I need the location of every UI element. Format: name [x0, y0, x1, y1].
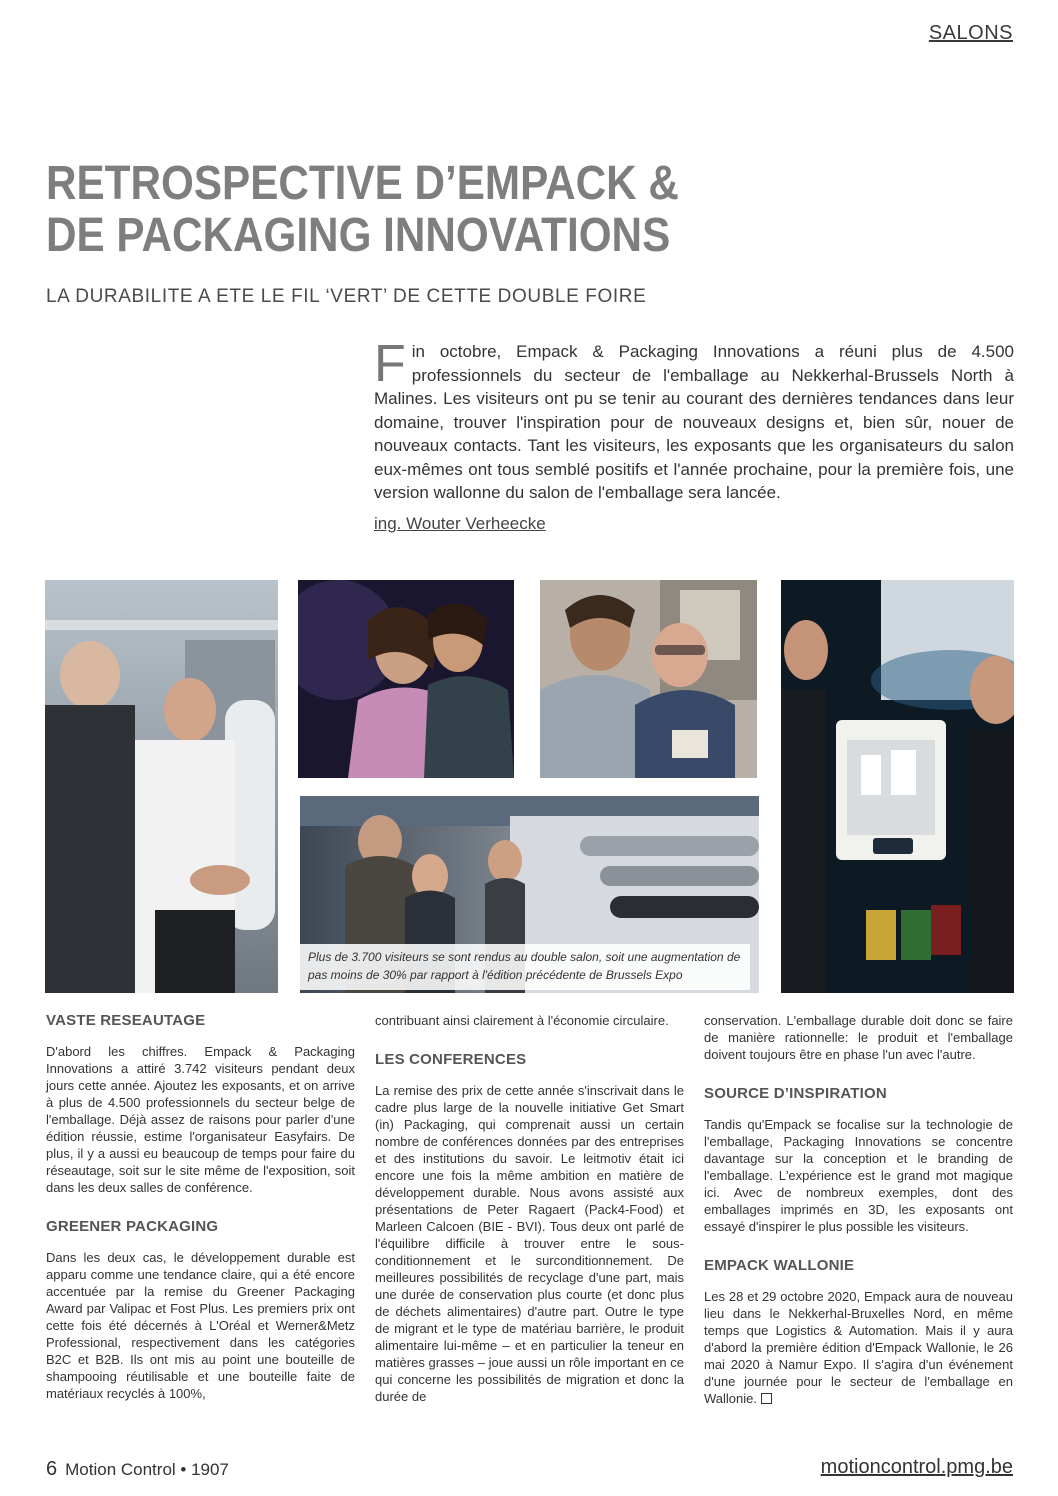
- paragraph-continuation-c3: conservation. L'emballage durable doit donc se faire de manière rationnelle: le produit et l'emballage doivent toujours être en phase l'un avec l'autre.: [704, 1013, 1013, 1062]
- heading-vaste-reseautage: VASTE RESEAUTAGE: [46, 1012, 206, 1029]
- article-title-line-1: RETROSPECTIVE D’EMPACK &: [46, 157, 679, 210]
- column-2: [375, 1012, 684, 1405]
- paragraph-continuation-c2: contribuant ainsi clairement à l'économie circulaire.: [375, 1013, 669, 1028]
- publication-name: Motion Control • 1907: [65, 1460, 229, 1479]
- heading-empack-wallonie: EMPACK WALLONIE: [704, 1257, 855, 1274]
- author-link[interactable]: ing. Wouter Verheecke: [374, 514, 546, 533]
- photo-visitors-at-machine: [45, 580, 278, 993]
- column-1: [46, 1012, 355, 1402]
- photo-3d-printer: [781, 580, 1014, 993]
- page-number: 6: [46, 1458, 58, 1480]
- website-link[interactable]: motioncontrol.pmg.be: [820, 1456, 1013, 1478]
- article-subtitle: LA DURABILITE A ETE LE FIL ‘VERT’ DE CETTE DOUBLE FOIRE: [46, 286, 647, 307]
- article-title: [46, 158, 715, 262]
- column-3: [704, 1012, 1013, 1407]
- paragraph-networking: D'abord les chiffres. Empack & Packaging Innovations a attiré 3.742 visiteurs pendant deux jours cette année. Ajoutez les exposants, et on arrive à plus de 4.500 professionnels du secteur belge de l'emballage. Déjà assez de raisons pour parler d'une édition réussie, estime l'organisateur Easyfairs. De plus, il y a aussi eu beaucoup de temps pour faire du réseautage, soit sur le site même de l'exposition, soit dans les deux salles de conférence.: [46, 1044, 355, 1195]
- paragraph-inspiration: Tandis qu'Empack se focalise sur la technologie de l'emballage, Packaging Innovations se concentre davantage sur la conception et le branding de l'emballage. L'expérience est le grand mot magique ici. Avec de nombreux exemples, dont des emballages imprimés en 3D, les exposants ont essayé d'inspirer le plus possible les visiteurs.: [704, 1117, 1013, 1234]
- photo-caption: Plus de 3.700 visiteurs se sont rendus au double salon, soit une augmentation de pas moins de 30% par rapport à l'édition précédente de Brussels Expo: [300, 944, 750, 990]
- photo-exhibitor-discussion: [540, 580, 757, 778]
- paragraph-greener-packaging: Dans les deux cas, le développement durable est apparu comme une tendance claire, qui a été encore accentuée par la remise du Greener Packaging Award par Valipac et Fost Plus. Les premiers prix ont cette fois été décernés à L'Oréal et Werner&Metz Professional, respectivement dans les catégories B2C et B2B. Ils ont mis au point une bouteille de shampooing réutilisable et une bouteille faite de matériaux recyclés à 100%,: [46, 1250, 355, 1401]
- footer-publication: [46, 1458, 229, 1481]
- article-title-line-2: DE PACKAGING INNOVATIONS: [46, 209, 671, 262]
- paragraph-wallonie: [704, 1288, 1013, 1407]
- paragraph-wallonie-text: Les 28 et 29 octobre 2020, Empack aura de nouveau lieu dans le Nekkerhal-Bruxelles Nord, en même temps que Logistics & Automation. Mais il y aura d'abord la première édition d'Empack Wallonie, le 26 mai 2020 à Namur Expo. Il s'agira d'un événement d'une journée pour le secteur de l'emballage en Wallonie.: [704, 1289, 1013, 1406]
- intro-text: in octobre, Empack & Packaging Innovations a réuni plus de 4.500 professionnels du secteur de l'emballage au Nekkerhal-Brussels North à Malines. Les visiteurs ont pu se tenir au courant des dernières tendances dans leur domaine, trouver l'inspiration pour de nouveaux designs et, bien sûr, nouer de nouveaux contacts. Tant les visiteurs, les exposants que les organisateurs du salon eux-mêmes ont tous semblé positifs et l'année prochaine, pour la première fois, une version wallonne du salon de l'emballage sera lancée.: [374, 342, 1014, 502]
- end-of-article-icon: [761, 1393, 772, 1404]
- drop-cap: F: [374, 335, 406, 393]
- intro-paragraph: [374, 335, 1014, 505]
- heading-les-conferences: LES CONFERENCES: [375, 1051, 527, 1068]
- paragraph-conferences: La remise des prix de cette année s'inscrivait dans le cadre plus large de la nouvelle initiative Get Smart (in) Packaging, qui comprenait aussi un certain nombre de conférences données par des entreprises et des institutions du savoir. Le leitmotiv était ici encore une fois la même ambition en matière de développement durable. Nous avons assisté aux présentations de Peter Ragaert (Pack4-Food) et Marleen Calcoen (BIE - BVI). Tous deux ont parlé de l'équilibre difficile à trouver entre le sous-conditionnement et le surconditionnement. De meilleures possibilités de recyclage d'une part, mais une durée de conservation plus courte (et donc plus de déchets alimentaires) d'autre part. Outre le type de migrant et le type de matériau barrière, le produit alimentaire lui-même – et en particulier la teneur en matières grasses – joue aussi un rôle important en ce qui concerne les possibilités de migration et donc la durée de: [375, 1083, 684, 1404]
- section-tag[interactable]: SALONS: [928, 22, 1013, 44]
- heading-source-inspiration: SOURCE D’INSPIRATION: [704, 1085, 887, 1102]
- heading-greener-packaging: GREENER PACKAGING: [46, 1218, 219, 1235]
- photo-conference-audience: [298, 580, 514, 778]
